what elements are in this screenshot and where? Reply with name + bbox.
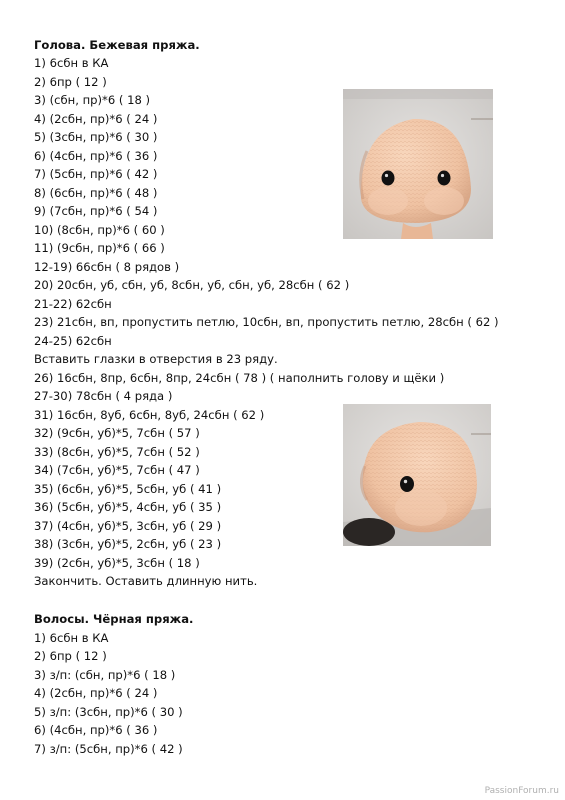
- row-text: 3) з/п: (сбн, пр)*6 ( 18 ): [34, 668, 176, 682]
- row-text: 10) (8сбн, пр)*6 ( 60 ): [34, 223, 165, 237]
- row-text: 5) (3сбн, пр)*6 ( 30 ): [34, 130, 158, 144]
- row-text: 8) (6сбн, пр)*6 ( 48 ): [34, 186, 158, 200]
- row-text: 5) з/п: (3сбн, пр)*6 ( 30 ): [34, 705, 183, 719]
- row-text: 34) (7сбн, уб)*5, 7сбн ( 47 ): [34, 463, 200, 477]
- instruction-text: Закончить. Оставить длинную нить.: [34, 574, 258, 588]
- row-text: 11) (9сбн, пр)*6 ( 66 ): [34, 241, 165, 255]
- watermark-text: PassionForum.ru: [484, 786, 559, 796]
- row-text: 4) (2сбн, пр)*6 ( 24 ): [34, 686, 158, 700]
- row-text: 6) (4сбн, пр)*6 ( 36 ): [34, 149, 158, 163]
- instruction-text: Вставить глазки в отверстия в 23 ряду.: [34, 352, 278, 366]
- row-text: 36) (5сбн, уб)*5, 4сбн, уб ( 35 ): [34, 500, 222, 514]
- row-text: 24-25) 62сбн: [34, 334, 112, 348]
- row-text: 31) 16сбн, 8уб, 6сбн, 8уб, 24сбн ( 62 ): [34, 408, 265, 422]
- row-text: 2) 6пр ( 12 ): [34, 649, 107, 663]
- photo-head-front: [343, 89, 493, 239]
- row-text: 6) (4сбн, пр)*6 ( 36 ): [34, 723, 158, 737]
- row-text: 12-19) 66сбн ( 8 рядов ): [34, 260, 180, 274]
- row-text: 7) (5сбн, пр)*6 ( 42 ): [34, 167, 158, 181]
- row-text: 1) 6сбн в КА: [34, 56, 109, 70]
- row-text: 7) з/п: (5сбн, пр)*6 ( 42 ): [34, 742, 183, 756]
- section-title-head: Голова. Бежевая пряжа.: [34, 38, 200, 52]
- row-text: 35) (6сбн, уб)*5, 5сбн, уб ( 41 ): [34, 482, 222, 496]
- row-text: 27-30) 78сбн ( 4 ряда ): [34, 389, 173, 403]
- row-text: 21-22) 62сбн: [34, 297, 112, 311]
- section-title-hair: Волосы. Чёрная пряжа.: [34, 612, 194, 626]
- row-text: 26) 16сбн, 8пр, 6сбн, 8пр, 24сбн ( 78 ) ( наполнить голову и щёки ): [34, 371, 445, 385]
- row-text: 1) 6сбн в КА: [34, 631, 109, 645]
- row-text: 20) 20сбн, уб, сбн, уб, 8сбн, уб, сбн, уб, 28сбн ( 62 ): [34, 278, 350, 292]
- row-text: 3) (сбн, пр)*6 ( 18 ): [34, 93, 151, 107]
- row-text: 32) (9сбн, уб)*5, 7сбн ( 57 ): [34, 426, 200, 440]
- row-text: 2) 6пр ( 12 ): [34, 75, 107, 89]
- row-text: 33) (8сбн, уб)*5, 7сбн ( 52 ): [34, 445, 200, 459]
- row-text: 39) (2сбн, уб)*5, 3сбн ( 18 ): [34, 556, 200, 570]
- row-text: 9) (7сбн, пр)*6 ( 54 ): [34, 204, 158, 218]
- row-text: 23) 21сбн, вп, пропустить петлю, 10сбн, вп, пропустить петлю, 28сбн ( 62 ): [34, 315, 499, 329]
- row-text: 4) (2сбн, пр)*6 ( 24 ): [34, 112, 158, 126]
- photo-head-side: [343, 404, 491, 546]
- row-text: 38) (3сбн, уб)*5, 2сбн, уб ( 23 ): [34, 537, 222, 551]
- row-text: 37) (4сбн, уб)*5, 3сбн, уб ( 29 ): [34, 519, 222, 533]
